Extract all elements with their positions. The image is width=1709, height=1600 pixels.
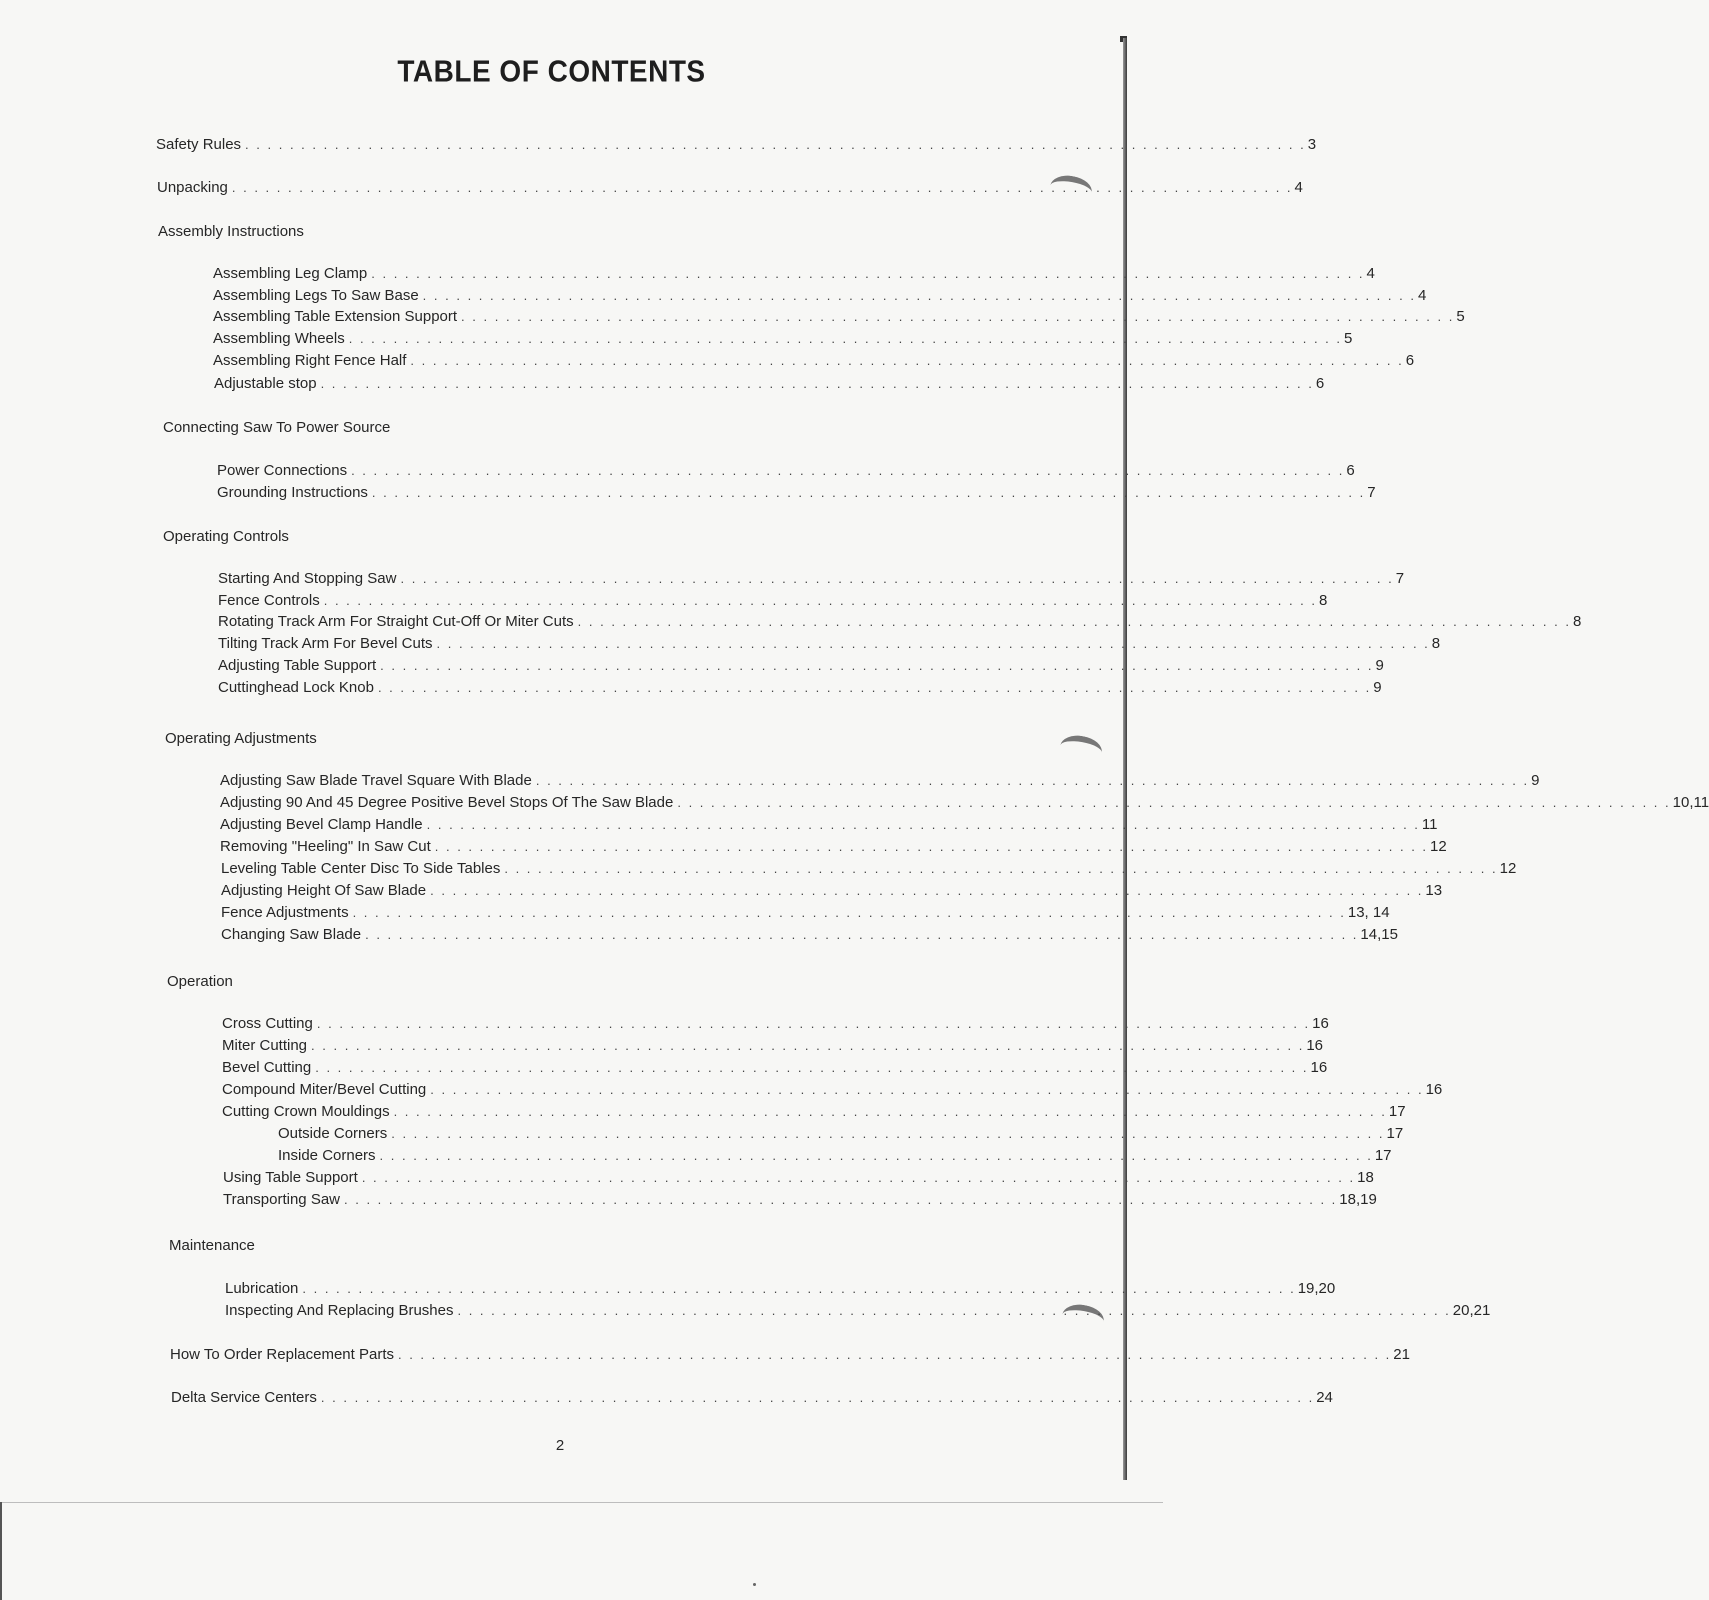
- toc-entry: [213, 264, 1375, 284]
- toc-entry: [225, 1301, 1491, 1321]
- toc-entry-page: 17: [1386, 1125, 1404, 1142]
- dot-leader: . . . . . . . . . . . . . . . . . . . . . . . . . . . . . . . . . . . . . . . . . . . . . . . . . . . . . . . . . . . . . . . . . . . . . . . . . . . . . . . . . . . . . . . . .: [379, 1148, 1373, 1163]
- dot-leader: . . . . . . . . . . . . . . . . . . . . . . . . . . . . . . . . . . . . . . . . . . . . . . . . . . . . . . . . . . . . . . . . . . . . . . . . . . . . . . . . . . . . . . . . .: [535, 773, 1530, 788]
- toc-entry-label: Adjusting Table Support: [218, 657, 377, 674]
- toc-entry-label: Adjusting Bevel Clamp Handle: [220, 816, 423, 833]
- dot-leader: . . . . . . . . . . . . . . . . . . . . . . . . . . . . . . . . . . . . . . . . . . . . . . . . . . . . . . . . . . . . . . . . . . . . . . . . . . . . . . . . . . . . . . . . .: [577, 614, 1571, 629]
- toc-entry: [223, 1168, 1374, 1188]
- page-edge: [0, 1502, 1163, 1503]
- toc-entry: [218, 656, 1384, 676]
- toc-entry-label: Adjusting Saw Blade Travel Square With Blade: [220, 772, 532, 789]
- toc-entry: [157, 178, 1303, 198]
- dot-leader: . . . . . . . . . . . . . . . . . . . . . . . . . . . . . . . . . . . . . . . . . . . . . . . . . . . . . . . . . . . . . . . . . . . . . . . . . . . . . . . . . . . . . . . . .: [436, 636, 1430, 651]
- toc-entry-page: 11: [1421, 816, 1438, 833]
- toc-entry-label: Rotating Track Arm For Straight Cut-Off Or Miter Cuts: [218, 613, 574, 630]
- dot-leader: . . . . . . . . . . . . . . . . . . . . . . . . . . . . . . . . . . . . . . . . . . . . . . . . . . . . . . . . . . . . . . . . . . . . . . . . . . . . . . . . . . . . . . . . .: [344, 1192, 1338, 1207]
- toc-entry-page: 18: [1357, 1169, 1374, 1186]
- toc-entry-page: 4: [1417, 287, 1427, 304]
- toc-entry-page: 16: [1310, 1059, 1328, 1076]
- page-number: 2: [555, 1437, 565, 1454]
- toc-entry-label: Outside Corners: [278, 1125, 388, 1142]
- toc-entry: [221, 881, 1443, 901]
- toc-entry-label: Removing "Heeling" In Saw Cut: [220, 838, 431, 855]
- dot-leader: . . . . . . . . . . . . . . . . . . . . . . . . . . . . . . . . . . . . . . . . . . . . . . . . . . . . . . . . . . . . . . . . . . . . . . . . . . . . . . . . . . . . . . . . .: [320, 1390, 1315, 1405]
- toc-entry: [171, 1388, 1333, 1408]
- toc-entry-label: Adjustable stop: [214, 375, 317, 392]
- toc-entry: [213, 286, 1427, 306]
- toc-entry: [218, 591, 1328, 611]
- toc-entry: [221, 859, 1517, 879]
- toc-entry-label: Lubrication: [225, 1280, 299, 1297]
- scan-shadow: [1123, 38, 1127, 1480]
- toc-entry-label: Changing Saw Blade: [221, 926, 362, 943]
- toc-entry-page: 24: [1316, 1389, 1333, 1406]
- toc-entry-label: Adjusting Height Of Saw Blade: [221, 882, 427, 899]
- toc-entry-page: 9: [1375, 657, 1384, 674]
- toc-entry-page: 6: [1315, 375, 1325, 392]
- dot-leader: . . . . . . . . . . . . . . . . . . . . . . . . . . . . . . . . . . . . . . . . . . . . . . . . . . . . . . . . . . . . . . . . . . . . . . . . . . . . . . . . . . . . . . . . .: [434, 839, 1429, 854]
- toc-entry-label: Assembling Leg Clamp: [213, 265, 368, 282]
- toc-entry-label: Adjusting 90 And 45 Degree Positive Bevel Stops Of The Saw Blade: [220, 794, 674, 811]
- toc-entry: [220, 771, 1540, 791]
- section-heading: Operating Controls: [163, 528, 289, 545]
- dot-leader: . . . . . . . . . . . . . . . . . . . . . . . . . . . . . . . . . . . . . . . . . . . . . . . . . . . . . . . . . . . . . . . . . . . . . . . . . . . . . . . . . . . . . . . . .: [371, 485, 1366, 500]
- toc-entry: [222, 1102, 1406, 1122]
- toc-entry-page: 4: [1366, 265, 1375, 282]
- toc-entry-page: 9: [1531, 772, 1540, 789]
- toc-entry: [221, 903, 1390, 923]
- toc-entry: [222, 1080, 1443, 1100]
- toc-entry-page: 7: [1367, 484, 1376, 501]
- dot-leader: . . . . . . . . . . . . . . . . . . . . . . . . . . . . . . . . . . . . . . . . . . . . . . . . . . . . . . . . . . . . . . . . . . . . . . . . . . . . . . . . . . . . . . . . .: [323, 593, 1318, 608]
- toc-entry-label: Safety Rules: [156, 136, 242, 153]
- toc-entry-label: How To Order Replacement Parts: [170, 1346, 394, 1363]
- toc-entry-label: Leveling Table Center Disc To Side Tables: [221, 860, 501, 877]
- toc-entry-label: Assembling Right Fence Half: [213, 352, 407, 369]
- toc-entry-page: 18,19: [1339, 1191, 1377, 1208]
- toc-entry-label: Assembling Wheels: [213, 330, 345, 347]
- toc-entry: [222, 1058, 1328, 1078]
- toc-entry: [218, 678, 1382, 698]
- section-heading: Operation: [167, 973, 233, 990]
- toc-entry: [223, 1190, 1377, 1210]
- dot-leader: . . . . . . . . . . . . . . . . . . . . . . . . . . . . . . . . . . . . . . . . . . . . . . . . . . . . . . . . . . . . . . . . . . . . . . . . . . . . . . . . . . . . . . . . .: [352, 905, 1346, 920]
- toc-entry-label: Grounding Instructions: [217, 484, 368, 501]
- toc-entry: [213, 351, 1415, 371]
- toc-entry-page: 6: [1405, 352, 1415, 369]
- punch-hole: [1058, 733, 1104, 766]
- toc-entry-label: Inspecting And Replacing Brushes: [225, 1302, 454, 1319]
- toc-entry-page: 16: [1425, 1081, 1443, 1098]
- toc-entry: [222, 1014, 1329, 1034]
- dot-leader: . . . . . . . . . . . . . . . . . . . . . . . . . . . . . . . . . . . . . . . . . . . . . . . . . . . . . . . . . . . . . . . . . . . . . . . . . . . . . . . . . . . . . . . . .: [504, 861, 1498, 876]
- toc-entry: [156, 135, 1317, 155]
- toc-entry: [225, 1279, 1336, 1299]
- dot-leader: . . . . . . . . . . . . . . . . . . . . . . . . . . . . . . . . . . . . . . . . . . . . . . . . . . . . . . . . . . . . . . . . . . . . . . . . . . . . . . . . . . . . . . . . .: [361, 1170, 1356, 1185]
- toc-entry: [213, 307, 1465, 327]
- dot-leader: . . . . . . . . . . . . . . . . . . . . . . . . . . . . . . . . . . . . . . . . . . . . . . . . . . . . . . . . . . . . . . . . . . . . . . . . . . . . . . . . . . . . . . . . .: [302, 1281, 1296, 1296]
- toc-entry: [217, 483, 1376, 503]
- toc-entry: [221, 925, 1398, 945]
- toc-entry-label: Fence Adjustments: [221, 904, 349, 921]
- toc-entry: [218, 634, 1441, 654]
- toc-entry-page: 8: [1572, 613, 1582, 630]
- toc-entry: [170, 1345, 1410, 1365]
- toc-entry: [213, 329, 1353, 349]
- toc-entry-page: 5: [1344, 330, 1353, 347]
- toc-entry-label: Cuttinghead Lock Knob: [218, 679, 374, 696]
- dot-leader: . . . . . . . . . . . . . . . . . . . . . . . . . . . . . . . . . . . . . . . . . . . . . . . . . . . . . . . . . . . . . . . . . . . . . . . . . . . . . . . . . . . . . . . . .: [351, 463, 1345, 478]
- toc-entry-page: 14,15: [1360, 926, 1398, 943]
- toc-entry-page: 10,11: [1672, 794, 1709, 811]
- toc-entry-label: Starting And Stopping Saw: [218, 570, 397, 587]
- toc-entry-page: 20,21: [1452, 1302, 1491, 1319]
- section-heading: Maintenance: [169, 1237, 255, 1254]
- toc-entry-page: 8: [1319, 592, 1328, 609]
- dot-leader: . . . . . . . . . . . . . . . . . . . . . . . . . . . . . . . . . . . . . . . . . . . . . . . . . . . . . . . . . . . . . . . . . . . . . . . . . . . . . . . . . . . . . . . . .: [348, 331, 1343, 346]
- toc-entry-label: Cutting Crown Mouldings: [222, 1103, 390, 1120]
- dot-leader: . . . . . . . . . . . . . . . . . . . . . . . . . . . . . . . . . . . . . . . . . . . . . . . . . . . . . . . . . . . . . . . . . . . . . . . . . . . . . . . . . . . . . . . . .: [315, 1060, 1309, 1075]
- toc-entry: [220, 793, 1709, 813]
- dot-leader: . . . . . . . . . . . . . . . . . . . . . . . . . . . . . . . . . . . . . . . . . . . . . . . . . . . . . . . . . . . . . . . . . . . . . . . . . . . . . . . . . . . . . . . . .: [400, 571, 1394, 586]
- section-heading: Connecting Saw To Power Source: [163, 419, 391, 436]
- toc-entry-page: 16: [1312, 1015, 1329, 1032]
- toc-entry-label: Using Table Support: [223, 1169, 358, 1186]
- toc-entry-page: 6: [1346, 462, 1355, 479]
- toc-entry-label: Power Connections: [217, 462, 348, 479]
- toc-entry: [220, 837, 1447, 857]
- toc-entry-page: 13: [1425, 882, 1443, 899]
- toc-entry-page: 17: [1388, 1103, 1406, 1120]
- toc-entry: [278, 1146, 1392, 1166]
- toc-entry-page: 13, 14: [1347, 904, 1390, 921]
- toc-entry-label: Fence Controls: [218, 592, 320, 609]
- toc-entry-label: Cross Cutting: [222, 1015, 313, 1032]
- toc-entry-label: Tilting Track Arm For Bevel Cuts: [218, 635, 433, 652]
- dot-leader: . . . . . . . . . . . . . . . . . . . . . . . . . . . . . . . . . . . . . . . . . . . . . . . . . . . . . . . . . . . . . . . . . . . . . . . . . . . . . . . . . . . . . . . . .: [397, 1347, 1392, 1362]
- toc-entry-page: 8: [1431, 635, 1441, 652]
- toc-entry-page: 17: [1374, 1147, 1392, 1164]
- toc-entry: [214, 374, 1325, 394]
- dot-leader: . . . . . . . . . . . . . . . . . . . . . . . . . . . . . . . . . . . . . . . . . . . . . . . . . . . . . . . . . . . . . . . . . . . . . . . . . . . . . . . . . . . . . . . . .: [426, 817, 1420, 832]
- toc-entry-label: Unpacking: [157, 179, 228, 196]
- dot-leader: . . . . . . . . . . . . . . . . . . . . . . . . . . . . . . . . . . . . . . . . . . . . . . . . . . . . . . . . . . . . . . . . . . . . . . . . . . . . . . . . . . . . . . . . . . . . . . .: [245, 137, 1306, 152]
- dot-leader: . . . . . . . . . . . . . . . . . . . . . . . . . . . . . . . . . . . . . . . . . . . . . . . . . . . . . . . . . . . . . . . . . . . . . . . . . . . . . . . . . . . . . . . . .: [457, 1303, 1451, 1318]
- dot-leader: . . . . . . . . . . . . . . . . . . . . . . . . . . . . . . . . . . . . . . . . . . . . . . . . . . . . . . . . . . . . . . . . . . . . . . . . . . . . . . . . . . . . . . . . . . . . . . .: [231, 180, 1293, 195]
- toc-entry: [278, 1124, 1404, 1144]
- dot-leader: . . . . . . . . . . . . . . . . . . . . . . . . . . . . . . . . . . . . . . . . . . . . . . . . . . . . . . . . . . . . . . . . . . . . . . . . . . . . . . . . . . . . . . . . .: [430, 1082, 1424, 1097]
- dot-leader: . . . . . . . . . . . . . . . . . . . . . . . . . . . . . . . . . . . . . . . . . . . . . . . . . . . . . . . . . . . . . . . . . . . . . . . . . . . . . . . . . . . . . . . . .: [677, 795, 1671, 810]
- toc-entry-page: 19,20: [1297, 1280, 1336, 1297]
- toc-entry: [222, 1036, 1324, 1056]
- toc-entry-page: 5: [1456, 308, 1465, 325]
- toc-entry-label: Assembling Legs To Saw Base: [213, 287, 419, 304]
- dust-speck: [753, 1583, 756, 1586]
- dot-leader: . . . . . . . . . . . . . . . . . . . . . . . . . . . . . . . . . . . . . . . . . . . . . . . . . . . . . . . . . . . . . . . . . . . . . . . . . . . . . . . . . . . . . . . . .: [410, 353, 1404, 368]
- section-heading: Operating Adjustments: [165, 730, 317, 747]
- toc-entry-label: Assembling Table Extension Support: [213, 308, 458, 325]
- toc-entry: [217, 461, 1355, 481]
- dot-leader: . . . . . . . . . . . . . . . . . . . . . . . . . . . . . . . . . . . . . . . . . . . . . . . . . . . . . . . . . . . . . . . . . . . . . . . . . . . . . . . . . . . . . . . . .: [393, 1104, 1387, 1119]
- dot-leader: . . . . . . . . . . . . . . . . . . . . . . . . . . . . . . . . . . . . . . . . . . . . . . . . . . . . . . . . . . . . . . . . . . . . . . . . . . . . . . . . . . . . . . . . .: [380, 658, 1374, 673]
- dot-leader: . . . . . . . . . . . . . . . . . . . . . . . . . . . . . . . . . . . . . . . . . . . . . . . . . . . . . . . . . . . . . . . . . . . . . . . . . . . . . . . . . . . . . . . . .: [377, 680, 1372, 695]
- toc-entry-label: Transporting Saw: [223, 1191, 340, 1208]
- toc-entry-page: 12: [1430, 838, 1447, 855]
- toc-entry-page: 12: [1499, 860, 1517, 877]
- toc-entry-page: 21: [1393, 1346, 1410, 1363]
- toc-entry-page: 3: [1307, 136, 1317, 153]
- toc-entry-page: 7: [1395, 570, 1405, 587]
- dot-leader: . . . . . . . . . . . . . . . . . . . . . . . . . . . . . . . . . . . . . . . . . . . . . . . . . . . . . . . . . . . . . . . . . . . . . . . . . . . . . . . . . . . . . . . . .: [320, 376, 1314, 391]
- toc-entry: [218, 612, 1582, 632]
- page-title: TABLE OF CONTENTS: [397, 54, 706, 89]
- toc-entry-label: Delta Service Centers: [171, 1389, 317, 1406]
- dot-leader: . . . . . . . . . . . . . . . . . . . . . . . . . . . . . . . . . . . . . . . . . . . . . . . . . . . . . . . . . . . . . . . . . . . . . . . . . . . . . . . . . . . . . . . . .: [316, 1016, 1311, 1031]
- dot-leader: . . . . . . . . . . . . . . . . . . . . . . . . . . . . . . . . . . . . . . . . . . . . . . . . . . . . . . . . . . . . . . . . . . . . . . . . . . . . . . . . . . . . . . . . .: [371, 266, 1365, 281]
- toc-entry-label: Miter Cutting: [222, 1037, 308, 1054]
- dot-leader: . . . . . . . . . . . . . . . . . . . . . . . . . . . . . . . . . . . . . . . . . . . . . . . . . . . . . . . . . . . . . . . . . . . . . . . . . . . . . . . . . . . . . . . . .: [365, 927, 1359, 942]
- toc-entry: [218, 569, 1405, 589]
- toc-entry-label: Bevel Cutting: [222, 1059, 312, 1076]
- toc-entry-page: 4: [1294, 179, 1303, 196]
- dot-leader: . . . . . . . . . . . . . . . . . . . . . . . . . . . . . . . . . . . . . . . . . . . . . . . . . . . . . . . . . . . . . . . . . . . . . . . . . . . . . . . . . . . . . . . . .: [311, 1038, 1305, 1053]
- dot-leader: . . . . . . . . . . . . . . . . . . . . . . . . . . . . . . . . . . . . . . . . . . . . . . . . . . . . . . . . . . . . . . . . . . . . . . . . . . . . . . . . . . . . . . . . .: [430, 883, 1424, 898]
- toc-entry-page: 9: [1373, 679, 1382, 696]
- dot-leader: . . . . . . . . . . . . . . . . . . . . . . . . . . . . . . . . . . . . . . . . . . . . . . . . . . . . . . . . . . . . . . . . . . . . . . . . . . . . . . . . . . . . . . . . .: [422, 288, 1416, 303]
- toc-entry-page: 16: [1306, 1037, 1324, 1054]
- toc-entry-label: Inside Corners: [278, 1147, 376, 1164]
- section-heading: Assembly Instructions: [158, 223, 304, 240]
- toc-entry-label: Compound Miter/Bevel Cutting: [222, 1081, 427, 1098]
- page-edge-left: [0, 1502, 2, 1600]
- dot-leader: . . . . . . . . . . . . . . . . . . . . . . . . . . . . . . . . . . . . . . . . . . . . . . . . . . . . . . . . . . . . . . . . . . . . . . . . . . . . . . . . . . . . . . . . .: [391, 1126, 1385, 1141]
- dot-leader: . . . . . . . . . . . . . . . . . . . . . . . . . . . . . . . . . . . . . . . . . . . . . . . . . . . . . . . . . . . . . . . . . . . . . . . . . . . . . . . . . . . . . . . . .: [461, 309, 1455, 324]
- toc-entry: [220, 815, 1438, 835]
